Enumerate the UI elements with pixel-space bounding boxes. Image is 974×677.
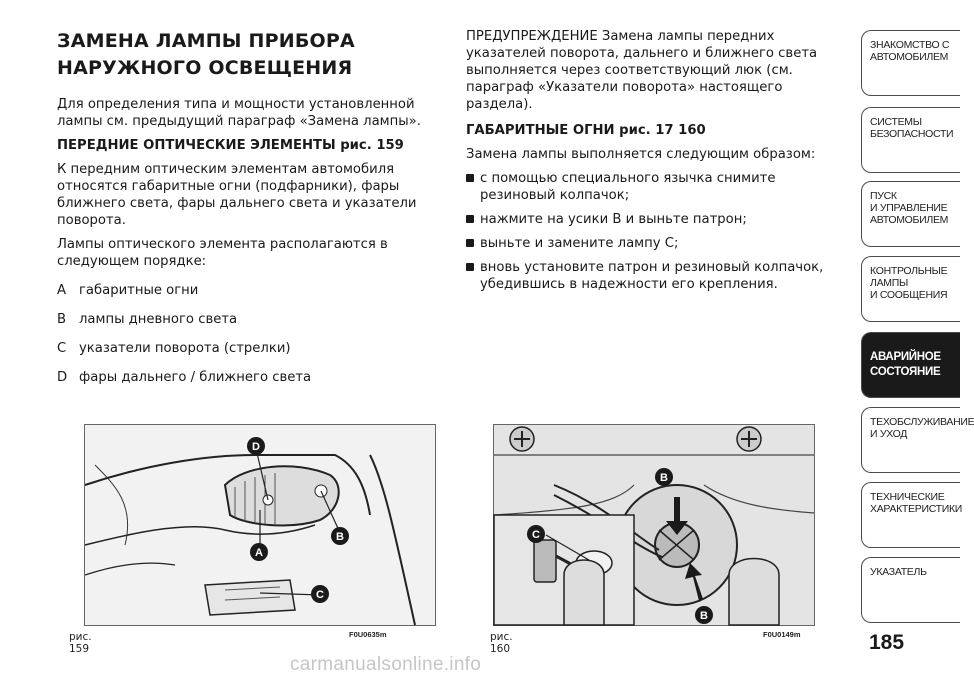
list-item bbox=[466, 211, 851, 228]
marker-A bbox=[250, 543, 268, 561]
figure-160-caption: рис. 160 bbox=[490, 631, 513, 655]
tab-label: ЗНАКОМСТВО С АВТОМОБИЛЕМ bbox=[870, 39, 950, 63]
bullet-square-icon bbox=[466, 215, 474, 223]
list-item bbox=[466, 170, 851, 204]
bullet-square-icon bbox=[466, 239, 474, 247]
tab-maintenance[interactable] bbox=[861, 407, 974, 473]
left-column bbox=[57, 28, 447, 398]
legend-text: габаритные огни bbox=[79, 283, 199, 298]
marker-B-bottom bbox=[695, 606, 713, 624]
watermark[interactable]: carmanualsonline.info bbox=[290, 654, 482, 675]
step-text: выньте и замените лампу C; bbox=[480, 236, 679, 251]
tab-label: АВАРИЙНОЕ СОСТОЯНИЕ bbox=[870, 351, 941, 378]
legend-item bbox=[57, 311, 447, 328]
bullet-square-icon bbox=[466, 263, 474, 271]
marker-D bbox=[247, 437, 265, 455]
legend-key: C bbox=[57, 341, 67, 356]
tab-label: ПУСК И УПРАВЛЕНИЕ АВТОМОБИЛЕМ bbox=[870, 190, 949, 226]
section-heading-side-lights: ГАБАРИТНЫЕ ОГНИ рис. 17 160 bbox=[466, 123, 706, 138]
marker-B-top bbox=[655, 468, 673, 486]
right-column bbox=[466, 28, 851, 300]
svg-text:B: B bbox=[700, 610, 708, 622]
legend-key: D bbox=[57, 370, 68, 385]
page-number: 185 bbox=[869, 631, 905, 654]
svg-text:B: B bbox=[336, 531, 344, 543]
tab-specifications[interactable] bbox=[861, 482, 963, 548]
tab-label: СИСТЕМЫ БЕЗОПАСНОСТИ bbox=[870, 116, 954, 140]
figure-159-code: F0U0635m bbox=[349, 630, 387, 639]
page-title: ЗАМЕНА ЛАМПЫ ПРИБОРА НАРУЖНОГО ОСВЕЩЕНИЯ bbox=[57, 30, 355, 79]
step-text: нажмите на усики B и выньте патрон; bbox=[480, 212, 747, 227]
tab-warning-lights[interactable] bbox=[861, 256, 960, 322]
marker-B bbox=[331, 527, 349, 545]
legend-item bbox=[57, 340, 447, 357]
legend-text: лампы дневного света bbox=[79, 312, 238, 327]
svg-text:D: D bbox=[252, 441, 260, 453]
legend-key: B bbox=[57, 312, 67, 327]
figure-159-caption: рис. 159 bbox=[69, 631, 92, 655]
list-item bbox=[466, 259, 851, 293]
tab-label: КОНТРОЛЬНЫЕ ЛАМПЫ И СООБЩЕНИЯ bbox=[870, 265, 948, 301]
legend-item bbox=[57, 369, 447, 386]
tab-intro-vehicle[interactable] bbox=[861, 30, 960, 96]
legend-text: фары дальнего / ближнего света bbox=[79, 370, 312, 385]
bullet-square-icon bbox=[466, 174, 474, 182]
tab-index[interactable] bbox=[861, 557, 960, 623]
step-text: вновь установите патрон и резиновый колпачок, убедившись в надежности его крепления. bbox=[480, 260, 824, 292]
marker-C bbox=[527, 525, 545, 543]
paragraph-lamp-order: Лампы оптического элемента располагаются в следующем порядке: bbox=[57, 237, 388, 269]
tab-label: ТЕХНИЧЕСКИЕ ХАРАКТЕРИСТИКИ bbox=[870, 491, 963, 515]
tab-safety-systems[interactable] bbox=[861, 107, 960, 173]
section-heading-front-optics: ПЕРЕДНИЕ ОПТИЧЕСКИЕ ЭЛЕМЕНТЫ рис. 159 bbox=[57, 138, 404, 153]
svg-text:A: A bbox=[255, 547, 263, 559]
list-item bbox=[466, 235, 851, 252]
procedure-steps bbox=[466, 170, 851, 293]
intro-paragraph: Для определения типа и мощности установленной лампы см. предыдущий параграф «Замена лампы». bbox=[57, 97, 421, 129]
svg-text:B: B bbox=[660, 472, 668, 484]
tab-label: УКАЗАТЕЛЬ bbox=[870, 566, 927, 578]
legend-key: A bbox=[57, 283, 67, 298]
figure-159-markers bbox=[84, 424, 434, 624]
legend-item bbox=[57, 282, 447, 299]
svg-text:C: C bbox=[316, 589, 324, 601]
tab-start-driving[interactable] bbox=[861, 181, 960, 247]
step-text: с помощью специального язычка снимите резиновый колпачок; bbox=[480, 171, 776, 203]
paragraph-front-optics: К передним оптическим элементам автомобиля относятся габаритные огни (подфарники), фары ближнего света, фары дальнего света и указатели поворота. bbox=[57, 162, 417, 228]
tab-emergency[interactable] bbox=[861, 332, 960, 398]
figure-160-code: F0U0149m bbox=[763, 630, 801, 639]
procedure-intro: Замена лампы выполняется следующим образом: bbox=[466, 147, 816, 162]
figure-160-markers bbox=[493, 424, 813, 634]
tab-label: ТЕХОБСЛУЖИВАНИЕ И УХОД bbox=[870, 416, 974, 440]
svg-text:C: C bbox=[532, 529, 540, 541]
legend-text: указатели поворота (стрелки) bbox=[79, 341, 291, 356]
warning-paragraph: ПРЕДУПРЕЖДЕНИЕ Замена лампы передних указателей поворота, дальнего и ближнего света выполняется через соответствующий люк (см. параграф «Указатели поворота» настоящего раздела). bbox=[466, 29, 818, 112]
marker-C bbox=[311, 585, 329, 603]
